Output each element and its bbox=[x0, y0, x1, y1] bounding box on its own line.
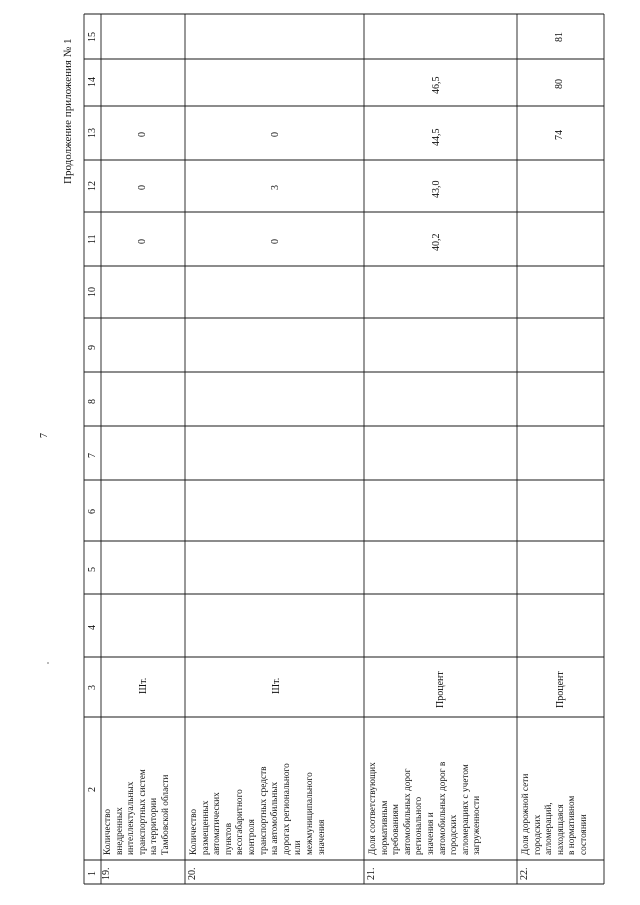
row-21-col-13: 44,5 bbox=[431, 128, 442, 146]
col-number-14: 14 bbox=[87, 77, 98, 87]
col-number-3: 3 bbox=[87, 685, 98, 690]
row-20-unit: Шт. bbox=[271, 677, 282, 694]
row-19-col-11: 0 bbox=[137, 239, 148, 244]
col-number-12: 12 bbox=[87, 181, 98, 191]
row-22-unit: Процент bbox=[555, 671, 566, 708]
row-19-col-12: 0 bbox=[137, 185, 148, 190]
row-22-col-13: 74 bbox=[554, 130, 565, 140]
col-number-11: 11 bbox=[87, 234, 98, 244]
continuation-title: Продолжение приложения № 1 bbox=[62, 38, 74, 184]
col-number-6: 6 bbox=[87, 509, 98, 514]
col-number-7: 7 bbox=[87, 453, 98, 458]
col-number-4: 4 bbox=[87, 625, 98, 630]
page-number: 7 bbox=[39, 433, 50, 438]
col-number-15: 15 bbox=[87, 32, 98, 42]
col-number-13: 13 bbox=[87, 128, 98, 138]
col-number-9: 9 bbox=[87, 345, 98, 350]
row-21-indicator-name: Доля соответствующих нормативным требованиям автомобильных дорог регионального значения и автомобильных дорог в городских агломерациях с учетом загруженности bbox=[368, 761, 483, 855]
row-22-col-15: 81 bbox=[554, 32, 565, 42]
row-20-col-13: 0 bbox=[270, 132, 281, 137]
col-number-2: 2 bbox=[87, 787, 98, 792]
col-number-1: 1 bbox=[87, 871, 98, 876]
row-19-col-13: 0 bbox=[137, 132, 148, 137]
row-19-number: 19. bbox=[101, 867, 112, 880]
row-20-col-11: 0 bbox=[270, 239, 281, 244]
row-22-col-14: 80 bbox=[554, 79, 565, 89]
col-number-5: 5 bbox=[87, 567, 98, 572]
row-20-number: 20. bbox=[187, 867, 198, 880]
row-19-unit: Шт. bbox=[138, 677, 149, 694]
row-20-col-12: 3 bbox=[270, 185, 281, 190]
row-22-indicator-name: Доля дорожной сети городских агломераций, находящаяся в нормативном состоянии bbox=[521, 773, 589, 855]
col-number-8: 8 bbox=[87, 399, 98, 404]
row-21-unit: Процент bbox=[435, 671, 446, 708]
col-number-10: 10 bbox=[87, 287, 98, 297]
row-21-number: 21. bbox=[366, 867, 377, 880]
row-21-col-14: 46,5 bbox=[431, 76, 442, 94]
row-20-indicator-name: Количество размещенных автоматических пунктов весогабаритного контроля транспортных средств на автомобильных дорогах регионального или межмуниципального значения bbox=[189, 763, 327, 855]
row-19-indicator-name: Количество внедренных интеллектуальных транспортных систем на территории Тамбовской области bbox=[103, 769, 171, 855]
row-21-col-12: 43,0 bbox=[431, 180, 442, 198]
row-21-col-11: 40,2 bbox=[431, 233, 442, 251]
row-22-number: 22. bbox=[519, 867, 530, 880]
